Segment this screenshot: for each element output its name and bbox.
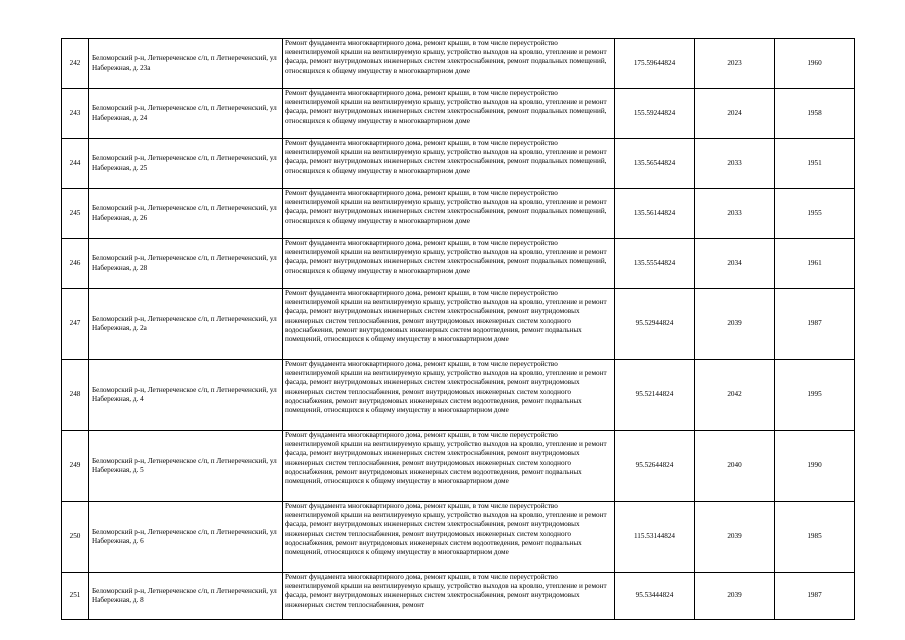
build-year-cell: 1987 (775, 573, 855, 620)
planned-year-cell: 2024 (695, 89, 775, 139)
address-cell: Беломорский р-н, Летнереченское с/п, п Летнереченский, ул Набережная, д. 26 (89, 189, 283, 239)
works-text: Ремонт фундамента многоквартирного дома, ремонт крыши, в том числе переустройство невентилируемой крыши на вентилируемую крышу, устройство выходов на кровлю, утепление и ремонт фасада, ремонт внутридомовых инженерных систем электроснабжения, ремонт подвальных помещений, относящихся к общему имуществу в многоквартирном доме (285, 39, 607, 75)
cost-cell: 95.52144824 (615, 360, 695, 431)
works-text: Ремонт фундамента многоквартирного дома, ремонт крыши, в том числе переустройство невентилируемой крыши на вентилируемую крышу, устройство выходов на кровлю, утепление и ремонт фасада, ремонт внутридомовых инженерных систем электроснабжения, ремонт подвальных помещений, относящихся к общему имуществу в многоквартирном доме (285, 139, 607, 175)
works-text: Ремонт фундамента многоквартирного дома, ремонт крыши, в том числе переустройство невентилируемой крыши на вентилируемую крышу, устройство выходов на кровлю, утепление и ремонт фасада, ремонт внутридомовых инженерных систем электроснабжения, ремонт подвальных помещений, относящихся к общему имуществу в многоквартирном доме (285, 189, 607, 225)
planned-year-cell: 2042 (695, 360, 775, 431)
works-cell (283, 139, 615, 189)
cost-cell: 95.53444824 (615, 573, 695, 620)
row-number: 248 (62, 360, 89, 431)
address-cell: Беломорский р-н, Летнереченское с/п, п Летнереченский, ул Набережная, д. 6 (89, 502, 283, 573)
planned-year-cell: 2039 (695, 502, 775, 573)
works-cell (283, 289, 615, 360)
works-cell (283, 189, 615, 239)
works-text: Ремонт фундамента многоквартирного дома, ремонт крыши, в том числе переустройство невентилируемой крыши на вентилируемую крышу, устройство выходов на кровлю, утепление и ремонт фасада, ремонт внутридомовых инженерных систем электроснабжения, ремонт внутридомовых инженерных систем теплоснабжения, ремонт внутридомовых инженерных систем холодного водоснабжения, ремонт внутридомовых инженерных систем водоотведения, ремонт подвальных помещений, относящихся к общему имуществу в многоквартирном доме (285, 360, 607, 415)
table-row (62, 189, 855, 239)
address-cell: Беломорский р-н, Летнереченское с/п, п Летнереченский, ул Набережная, д. 4 (89, 360, 283, 431)
build-year-cell: 1995 (775, 360, 855, 431)
build-year-cell: 1960 (775, 39, 855, 89)
works-text: Ремонт фундамента многоквартирного дома, ремонт крыши, в том числе переустройство невентилируемой крыши на вентилируемую крышу, устройство выходов на кровлю, утепление и ремонт фасада, ремонт внутридомовых инженерных систем электроснабжения, ремонт внутридомовых инженерных систем теплоснабжения, ремонт внутридомовых инженерных систем холодного водоснабжения, ремонт внутридомовых инженерных систем водоотведения, ремонт подвальных помещений, относящихся к общему имуществу в многоквартирном доме (285, 502, 607, 557)
works-cell (283, 502, 615, 573)
works-cell (283, 431, 615, 502)
build-year-cell: 1987 (775, 289, 855, 360)
works-text: Ремонт фундамента многоквартирного дома, ремонт крыши, в том числе переустройство невентилируемой крыши на вентилируемую крышу, устройство выходов на кровлю, утепление и ремонт фасада, ремонт внутридомовых инженерных систем электроснабжения, ремонт внутридомовых инженерных систем теплоснабжения, ремонт (285, 573, 607, 609)
cost-cell: 135.56544824 (615, 139, 695, 189)
planned-year-cell: 2040 (695, 431, 775, 502)
row-number: 250 (62, 502, 89, 573)
row-number: 251 (62, 573, 89, 620)
works-cell (283, 573, 615, 620)
table-row (62, 139, 855, 189)
works-cell (283, 360, 615, 431)
works-cell (283, 239, 615, 289)
build-year-cell: 1990 (775, 431, 855, 502)
cost-cell: 155.59244824 (615, 89, 695, 139)
planned-year-cell: 2033 (695, 139, 775, 189)
row-number: 243 (62, 89, 89, 139)
planned-year-cell: 2034 (695, 239, 775, 289)
works-text: Ремонт фундамента многоквартирного дома, ремонт крыши, в том числе переустройство невентилируемой крыши на вентилируемую крышу, устройство выходов на кровлю, утепление и ремонт фасада, ремонт внутридомовых инженерных систем электроснабжения, ремонт подвальных помещений, относящихся к общему имуществу в многоквартирном доме (285, 89, 607, 125)
cost-cell: 95.52944824 (615, 289, 695, 360)
row-number: 242 (62, 39, 89, 89)
table-row (62, 502, 855, 573)
address-cell: Беломорский р-н, Летнереченское с/п, п Летнереченский, ул Набережная, д. 5 (89, 431, 283, 502)
cost-cell: 135.56144824 (615, 189, 695, 239)
address-cell: Беломорский р-н, Летнереченское с/п, п Летнереченский, ул Набережная, д. 8 (89, 573, 283, 620)
build-year-cell: 1985 (775, 502, 855, 573)
address-cell: Беломорский р-н, Летнереченское с/п, п Летнереченский, ул Набережная, д. 24 (89, 89, 283, 139)
row-number: 249 (62, 431, 89, 502)
cost-cell: 135.55544824 (615, 239, 695, 289)
table-row (62, 239, 855, 289)
build-year-cell: 1955 (775, 189, 855, 239)
cost-cell: 95.52644824 (615, 431, 695, 502)
address-cell: Беломорский р-н, Летнереченское с/п, п Летнереченский, ул Набережная, д. 23а (89, 39, 283, 89)
works-text: Ремонт фундамента многоквартирного дома, ремонт крыши, в том числе переустройство невентилируемой крыши на вентилируемую крышу, устройство выходов на кровлю, утепление и ремонт фасада, ремонт внутридомовых инженерных систем электроснабжения, ремонт внутридомовых инженерных систем теплоснабжения, ремонт внутридомовых инженерных систем холодного водоснабжения, ремонт внутридомовых инженерных систем водоотведения, ремонт подвальных помещений, относящихся к общему имуществу в многоквартирном доме (285, 431, 607, 486)
address-cell: Беломорский р-н, Летнереченское с/п, п Летнереченский, ул Набережная, д. 2а (89, 289, 283, 360)
planned-year-cell: 2023 (695, 39, 775, 89)
row-number: 246 (62, 239, 89, 289)
table-row (62, 89, 855, 139)
housing-repair-register-table (61, 38, 855, 620)
build-year-cell: 1951 (775, 139, 855, 189)
planned-year-cell: 2039 (695, 573, 775, 620)
cost-cell: 115.53144824 (615, 502, 695, 573)
build-year-cell: 1961 (775, 239, 855, 289)
works-text: Ремонт фундамента многоквартирного дома, ремонт крыши, в том числе переустройство невентилируемой крыши на вентилируемую крышу, устройство выходов на кровлю, утепление и ремонт фасада, ремонт внутридомовых инженерных систем электроснабжения, ремонт внутридомовых инженерных систем теплоснабжения, ремонт внутридомовых инженерных систем холодного водоснабжения, ремонт внутридомовых инженерных систем водоотведения, ремонт подвальных помещений, относящихся к общему имуществу в многоквартирном доме (285, 289, 607, 344)
table-row (62, 573, 855, 620)
address-cell: Беломорский р-н, Летнереченское с/п, п Летнереченский, ул Набережная, д. 25 (89, 139, 283, 189)
build-year-cell: 1958 (775, 89, 855, 139)
row-number: 244 (62, 139, 89, 189)
planned-year-cell: 2033 (695, 189, 775, 239)
works-text: Ремонт фундамента многоквартирного дома, ремонт крыши, в том числе переустройство невентилируемой крыши на вентилируемую крышу, устройство выходов на кровлю, утепление и ремонт фасада, ремонт внутридомовых инженерных систем электроснабжения, ремонт подвальных помещений, относящихся к общему имуществу в многоквартирном доме (285, 239, 607, 275)
table-row (62, 360, 855, 431)
cost-cell: 175.59644824 (615, 39, 695, 89)
table-row (62, 289, 855, 360)
planned-year-cell: 2039 (695, 289, 775, 360)
address-cell: Беломорский р-н, Летнереченское с/п, п Летнереченский, ул Набережная, д. 28 (89, 239, 283, 289)
works-cell (283, 39, 615, 89)
row-number: 245 (62, 189, 89, 239)
table-row (62, 39, 855, 89)
table-row (62, 431, 855, 502)
works-cell (283, 89, 615, 139)
row-number: 247 (62, 289, 89, 360)
